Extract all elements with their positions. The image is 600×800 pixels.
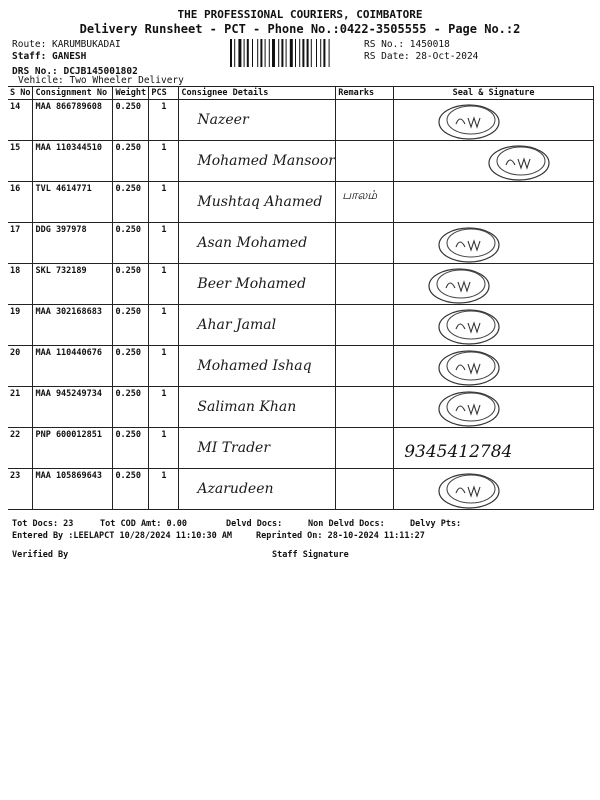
consignment-cell: MAA 110440676 [33, 346, 113, 387]
consignment-cell: TVL 4614771 [33, 182, 113, 223]
pcs-cell: 1 [149, 387, 179, 428]
remark-handwritten: பாலம் [342, 188, 378, 202]
consignee-cell [179, 305, 336, 346]
weight-cell: 0.250 [113, 428, 149, 469]
weight-cell: 0.250 [113, 182, 149, 223]
consignment-cell: MAA 110344510 [33, 141, 113, 182]
consignee-cell [179, 264, 336, 305]
stamp-signature-icon [434, 387, 504, 429]
col-seal: Seal & Signature [394, 87, 594, 100]
remarks-cell [336, 264, 394, 305]
remarks-cell [336, 141, 394, 182]
remarks-cell [336, 469, 394, 510]
weight-cell: 0.250 [113, 223, 149, 264]
seal-cell [394, 387, 594, 428]
consignee-name-handwritten: Saliman Khan [197, 399, 297, 415]
consignee-name-handwritten: Asan Mohamed [197, 235, 308, 251]
consignment-cell: MAA 105869643 [33, 469, 113, 510]
col-remarks: Remarks [336, 87, 394, 100]
remarks-cell [336, 305, 394, 346]
stamp-signature-icon [434, 305, 504, 347]
consignee-name-handwritten: Mohamed Ishaq [197, 358, 312, 374]
sno-cell: 14 [8, 100, 33, 141]
weight-cell: 0.250 [113, 469, 149, 510]
pcs-cell: 1 [149, 141, 179, 182]
sno-cell: 17 [8, 223, 33, 264]
table-row [8, 264, 594, 305]
pcs-cell: 1 [149, 182, 179, 223]
table-row [8, 346, 594, 387]
remarks-cell [336, 182, 394, 223]
stamp-signature-icon [434, 346, 504, 388]
col-consignee: Consignee Details [179, 87, 336, 100]
consignee-cell [179, 223, 336, 264]
consignee-name-handwritten: Mushtaq Ahamed [197, 194, 323, 210]
seal-cell [394, 141, 594, 182]
staff-label: Staff: GANESH [12, 51, 87, 62]
col-consignment: Consignment No [33, 87, 113, 100]
consignment-cell: SKL 732189 [33, 264, 113, 305]
pcs-cell: 1 [149, 100, 179, 141]
weight-cell: 0.250 [113, 346, 149, 387]
seal-cell [394, 469, 594, 510]
stamp-signature-icon [434, 469, 504, 511]
rs-number: RS No.: 1450018 [364, 39, 450, 50]
consignment-cell: MAA 866789608 [33, 100, 113, 141]
stamp-signature-icon [484, 141, 554, 183]
weight-cell: 0.250 [113, 141, 149, 182]
consignee-name-handwritten: MI Trader [197, 440, 271, 456]
remarks-cell [336, 100, 394, 141]
consignment-cell: MAA 302168683 [33, 305, 113, 346]
verified-by: Verified By [12, 550, 69, 560]
stamp-signature-icon [424, 264, 494, 306]
sno-cell: 21 [8, 387, 33, 428]
entered-by: Entered By :LEELAPCT 10/28/2024 11:10:30 AM [12, 531, 233, 541]
barcode [230, 39, 358, 67]
pcs-cell: 1 [149, 305, 179, 346]
runsheet-title: Delivery Runsheet - PCT - Phone No.:0422-3505555 - Page No.:2 [79, 22, 521, 36]
seal-cell [394, 100, 594, 141]
seal-cell [394, 305, 594, 346]
delvd-docs: Delvd Docs: [226, 519, 283, 529]
vehicle-label: Vehicle: Two Wheeler Delivery [18, 75, 184, 86]
delvy-pts: Delvy Pts: [410, 519, 462, 529]
rs-date: RS Date: 28-Oct-2024 [364, 51, 479, 62]
pcs-cell: 1 [149, 346, 179, 387]
seal-cell [394, 264, 594, 305]
seal-cell [394, 182, 594, 223]
stamp-signature-icon [434, 223, 504, 265]
sno-cell: 22 [8, 428, 33, 469]
consignee-name-handwritten: Ahar Jamal [197, 317, 277, 333]
seal-cell [394, 346, 594, 387]
sno-cell: 20 [8, 346, 33, 387]
tot-cod-amt: Tot COD Amt: 0.00 [100, 519, 187, 529]
remarks-cell [336, 346, 394, 387]
consignee-cell [179, 182, 336, 223]
sno-cell: 23 [8, 469, 33, 510]
consignee-cell [179, 387, 336, 428]
consignee-cell [179, 346, 336, 387]
weight-cell: 0.250 [113, 305, 149, 346]
remarks-cell [336, 428, 394, 469]
tot-docs: Tot Docs: 23 [12, 519, 74, 529]
table-row [8, 469, 594, 510]
table-row [8, 141, 594, 182]
weight-cell: 0.250 [113, 100, 149, 141]
pcs-cell: 1 [149, 223, 179, 264]
table-row [8, 428, 594, 469]
seal-cell [394, 428, 594, 469]
consignee-name-handwritten: Mohamed Mansoor [197, 153, 335, 169]
table-row [8, 387, 594, 428]
consignment-cell: PNP 600012851 [33, 428, 113, 469]
route-label: Route: KARUMBUKADAI [12, 39, 121, 50]
table-row [8, 223, 594, 264]
consignee-name-handwritten: Beer Mohamed [197, 276, 307, 292]
consignee-name-handwritten: Azarudeen [197, 481, 274, 497]
table-row [8, 182, 594, 223]
consignee-cell [179, 428, 336, 469]
weight-cell: 0.250 [113, 264, 149, 305]
consignee-cell [179, 141, 336, 182]
signature-phone-handwritten: 9345412784 [404, 442, 513, 462]
company-name: THE PROFESSIONAL COURIERS, COIMBATORE [177, 8, 423, 21]
pcs-cell: 1 [149, 469, 179, 510]
reprinted-on: Reprinted On: 28-10-2024 11:11:27 [256, 531, 425, 541]
sno-cell: 16 [8, 182, 33, 223]
weight-cell: 0.250 [113, 387, 149, 428]
sno-cell: 18 [8, 264, 33, 305]
consignee-cell [179, 469, 336, 510]
consignee-name-handwritten: Nazeer [197, 112, 249, 128]
staff-signature: Staff Signature [272, 550, 349, 560]
consignment-cell: DDG 397978 [33, 223, 113, 264]
table-row [8, 100, 594, 141]
seal-cell [394, 223, 594, 264]
pcs-cell: 1 [149, 428, 179, 469]
consignee-cell [179, 100, 336, 141]
remarks-cell [336, 223, 394, 264]
table-header-row [8, 87, 594, 100]
sno-cell: 19 [8, 305, 33, 346]
table-row [8, 305, 594, 346]
col-weight: Weight [113, 87, 149, 100]
col-pcs: PCS [149, 87, 179, 100]
col-sno: S No [8, 87, 33, 100]
stamp-signature-icon [434, 100, 504, 142]
sno-cell: 15 [8, 141, 33, 182]
consignment-cell: MAA 945249734 [33, 387, 113, 428]
non-delvd-docs: Non Delvd Docs: [308, 519, 385, 529]
pcs-cell: 1 [149, 264, 179, 305]
drs-number: DRS No.: DCJB145001802 [12, 66, 138, 77]
remarks-cell [336, 387, 394, 428]
runsheet-table [8, 86, 594, 510]
